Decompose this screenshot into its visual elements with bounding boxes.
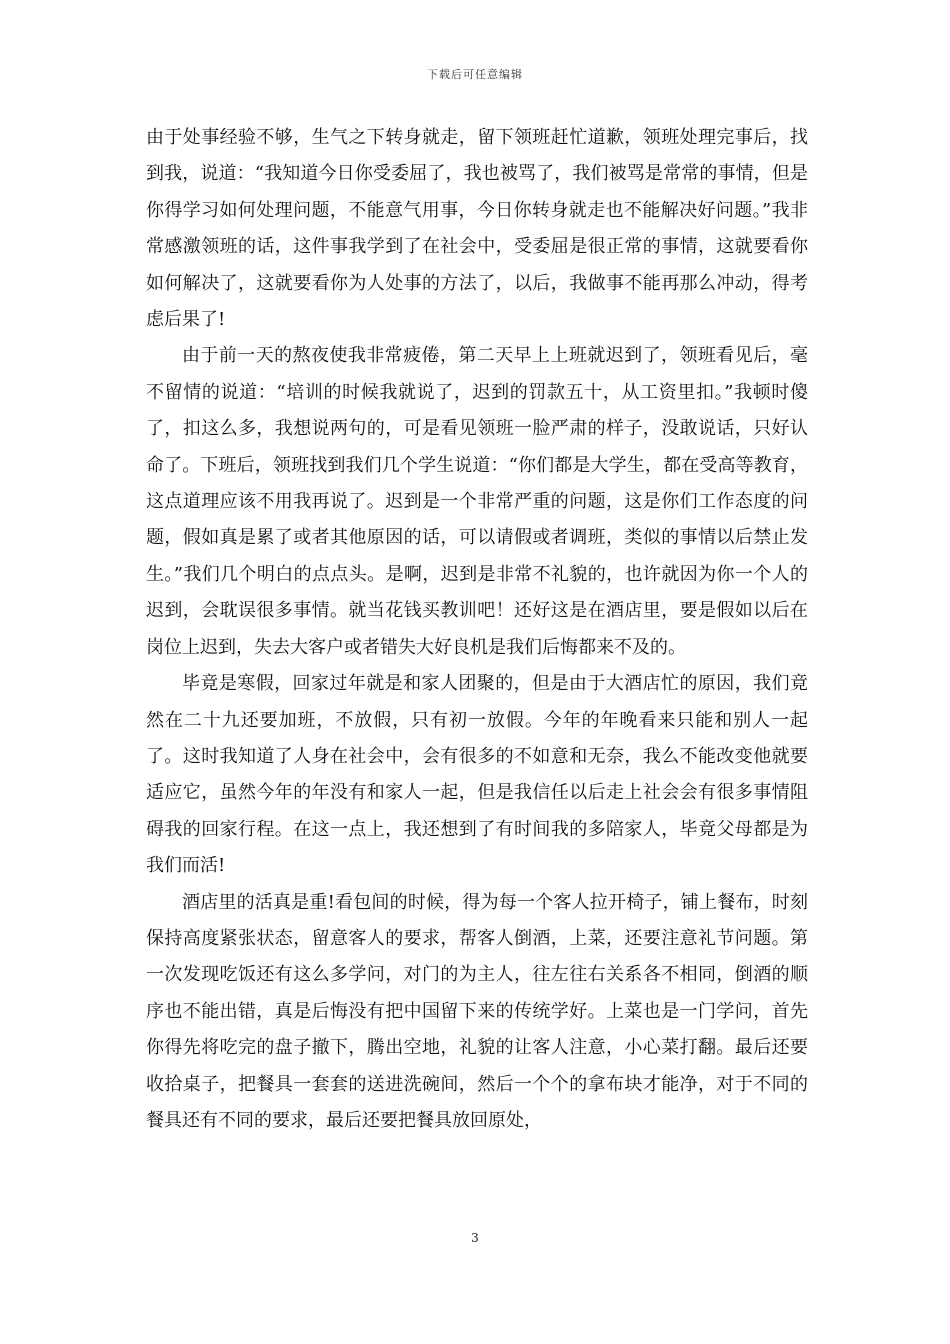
document-body [146, 120, 808, 1139]
paragraph-2: 由于前一天的熬夜使我非常疲倦，第二天早上上班就迟到了，领班看见后，毫不留情的说道：“培训的时候我就说了，迟到的罚款五十，从工资里扣。”我顿时傻了，扣这么多，我想说两句的，可是看见领班一脸严肃的样子，没敢说话，只好认命了。下班后，领班找到我们几个学生说道：“你们都是大学生，都在受高等教育，这点道理应该不用我再说了。迟到是一个非常严重的问题，这是你们工作态度的问题，假如真是累了或者其他原因的话，可以请假或者调班，类似的事情以后禁止发生。”我们几个明白的点点头。是啊，迟到是非常不礼貌的，也许就因为你一个人的迟到，会耽误很多事情。就当花钱买教训吧！还好这是在酒店里，要是假如以后在岗位上迟到，失去大客户或者错失大好良机是我们后悔都来不及的。 [146, 345, 808, 658]
page-header: 下载后可任意编辑 [427, 68, 523, 81]
paragraph-3: 毕竟是寒假，回家过年就是和家人团聚的，但是由于大酒店忙的原因，我们竟然在二十九还要加班，不放假，只有初一放假。今年的年晚看来只能和别人一起了。这时我知道了人身在社会中，会有很多的不如意和无奈，我么不能改变他就要适应它，虽然今年的年没有和家人一起，但是我信任以后走上社会会有很多事情阻碍我的回家行程。在这一点上，我还想到了有时间我的多陪家人，毕竟父母都是为我们而活! [146, 673, 808, 877]
paragraph-1: 由于处事经验不够，生气之下转身就走，留下领班赶忙道歉，领班处理完事后，找到我，说道：“我知道今日你受委屈了，我也被骂了，我们被骂是常常的事情，但是你得学习如何处理问题，不能意气用事，今日你转身就走也不能解决好问题。”我非常感激领班的话，这件事我学到了在社会中，受委屈是很正常的事情，这就要看你如何解决了，这就要看你为人处事的方法了，以后，我做事不能再那么冲动，得考虑后果了! [146, 127, 808, 331]
paragraph-4: 酒店里的活真是重!看包间的时候，得为每一个客人拉开椅子，铺上餐布，时刻保持高度紧张状态，留意客人的要求，帮客人倒酒，上菜，还要注意礼节问题。第一次发现吃饭还有这么多学问，对门的为主人，往左往右关系各不相同，倒酒的顺序也不能出错，真是后悔没有把中国留下来的传统学好。上菜也是一门学问，首先你得先将吃完的盘子撤下，腾出空地，礼貌的让客人注意，小心菜打翻。最后还要收拾桌子，把餐具一套套的送进洗碗间，然后一个个的拿布块才能净，对于不同的餐具还有不同的要求，最后还要把餐具放回原处， [146, 891, 808, 1131]
page-number: 3 [471, 1231, 479, 1245]
